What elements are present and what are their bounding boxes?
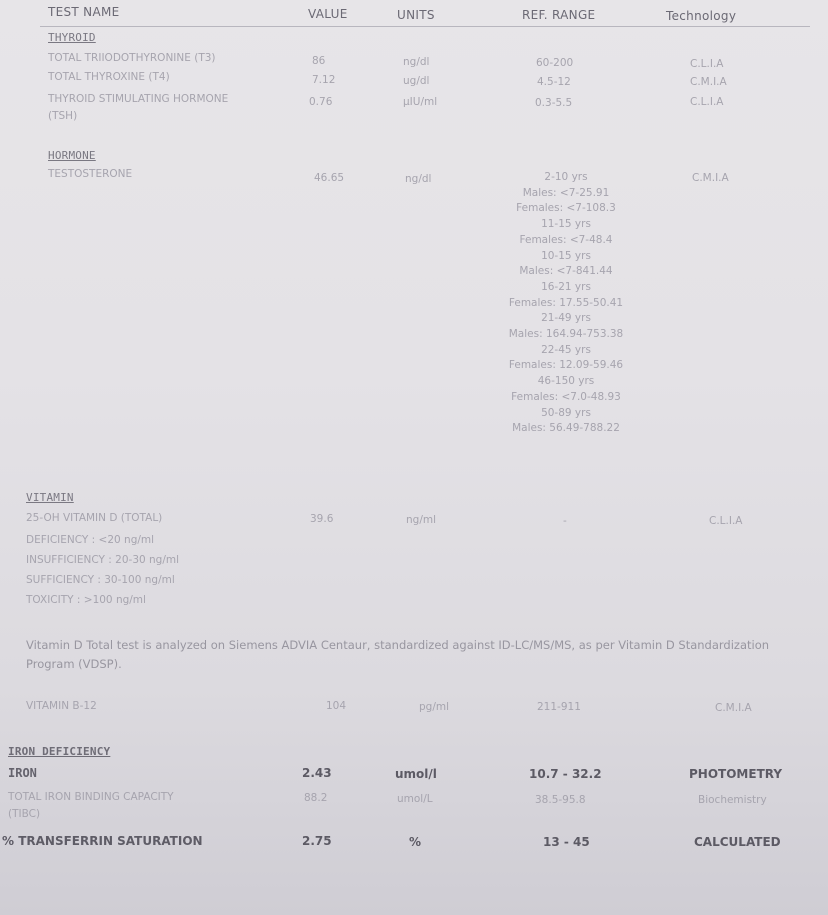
header-value: VALUE [308,7,348,21]
ref-range-line: Females: 17.55-50.41 [508,296,624,309]
test-unit: ng/dl [403,56,430,68]
test-unit: ug/dl [403,75,430,87]
section-title-thyroid: THYROID [48,31,96,44]
test-technology: PHOTOMETRY [689,767,783,781]
test-technology: C.M.I.A [692,172,729,184]
test-value: 0.76 [309,96,333,108]
section-title-vitamin: VITAMIN [26,491,74,504]
test-name: IRON [8,766,37,780]
ref-range-line: 21-49 yrs [541,312,591,325]
test-name: TESTOSTERONE [48,168,133,180]
section-title-iron-deficiency: IRON DEFICIENCY [8,745,111,758]
ref-range-line: Females: 12.09-59.46 [508,359,624,372]
test-unit: pg/ml [419,701,450,713]
vitamin-d-method-note: Vitamin D Total test is analyzed on Siemens ADVIA Centaur, standardized against ID-LC/MS/MS, as per Vitamin D Standardization Program (VDSP). [26,638,770,671]
ref-range-line: 46-150 yrs [537,375,595,388]
ref-range-line: Females: <7-108.3 [516,202,616,215]
vitamin-d-level: SUFFICIENCY : 30-100 ng/ml [26,574,175,586]
test-value: 86 [312,55,326,67]
test-value: 2.43 [302,766,332,780]
test-ref-range: 60-200 [536,57,574,69]
header-units: UNITS [397,8,435,22]
test-ref-range: 38.5-95.8 [535,794,586,806]
ref-range-line: 50-89 yrs [541,406,591,419]
ref-range-line: 16-21 yrs [541,280,591,293]
test-name-continued: (TSH) [48,110,78,122]
test-unit: umol/L [397,793,433,805]
test-technology: C.M.I.A [715,702,752,714]
header-test-name: TEST NAME [48,5,120,19]
ref-range-line: Males: 164.94-753.38 [508,328,624,341]
header-ref-range: REF. RANGE [522,8,596,22]
test-technology: C.M.I.A [690,76,727,88]
test-value: 7.12 [312,74,336,86]
ref-range-line: 2-10 yrs [544,171,588,183]
test-value: 2.75 [302,834,332,848]
ref-range-line: Males: <7-25.91 [522,186,610,199]
test-technology: C.L.I.A [709,515,743,527]
test-technology: C.L.I.A [690,58,724,70]
header-divider [40,26,810,27]
test-value: 104 [326,700,347,712]
test-name: TOTAL THYROXINE (T4) [48,71,170,83]
test-ref-range: 10.7 - 32.2 [529,767,602,781]
test-unit: % [409,835,422,849]
test-name: TOTAL IRON BINDING CAPACITY [8,791,174,803]
test-name: 25-OH VITAMIN D (TOTAL) [26,512,163,524]
testosterone-ref-ranges [486,170,646,437]
section-title-hormone: HORMONE [48,149,96,162]
test-name-continued: (TIBC) [8,808,41,820]
test-name: THYROID STIMULATING HORMONE [48,93,229,105]
test-ref-range: 211-911 [537,701,581,713]
test-ref-range: - [563,515,567,527]
test-value: 39.6 [310,513,334,525]
test-ref-range: 0.3-5.5 [535,97,573,109]
test-ref-range: 4.5-12 [537,76,571,88]
test-unit: ng/ml [406,514,437,526]
test-unit: umol/l [395,767,437,781]
vitamin-d-level: INSUFFICIENCY : 20-30 ng/ml [26,554,180,566]
ref-range-line: Males: <7-841.44 [519,265,613,278]
vitamin-d-level: TOXICITY : >100 ng/ml [26,594,146,606]
test-ref-range: 13 - 45 [543,835,590,849]
vitamin-d-level: DEFICIENCY : <20 ng/ml [26,534,155,546]
ref-range-line: 11-15 yrs [541,218,591,231]
test-name: VITAMIN B-12 [26,700,97,712]
test-technology: CALCULATED [694,835,781,849]
test-value: 46.65 [314,172,345,184]
test-unit: µIU/ml [403,96,438,108]
ref-range-line: 22-45 yrs [541,343,591,356]
ref-range-line: Females: <7-48.4 [519,233,613,246]
ref-range-line: Males: 56.49-788.22 [512,422,620,435]
header-technology: Technology [666,9,737,23]
test-name: % TRANSFERRIN SATURATION [2,834,203,848]
test-name: TOTAL TRIIODOTHYRONINE (T3) [48,52,216,64]
ref-range-line: 10-15 yrs [541,249,591,262]
test-technology: Biochemistry [698,794,767,806]
test-unit: ng/dl [405,173,432,185]
test-technology: C.L.I.A [690,96,724,108]
ref-range-line: Females: <7.0-48.93 [511,390,621,403]
test-value: 88.2 [304,792,328,804]
